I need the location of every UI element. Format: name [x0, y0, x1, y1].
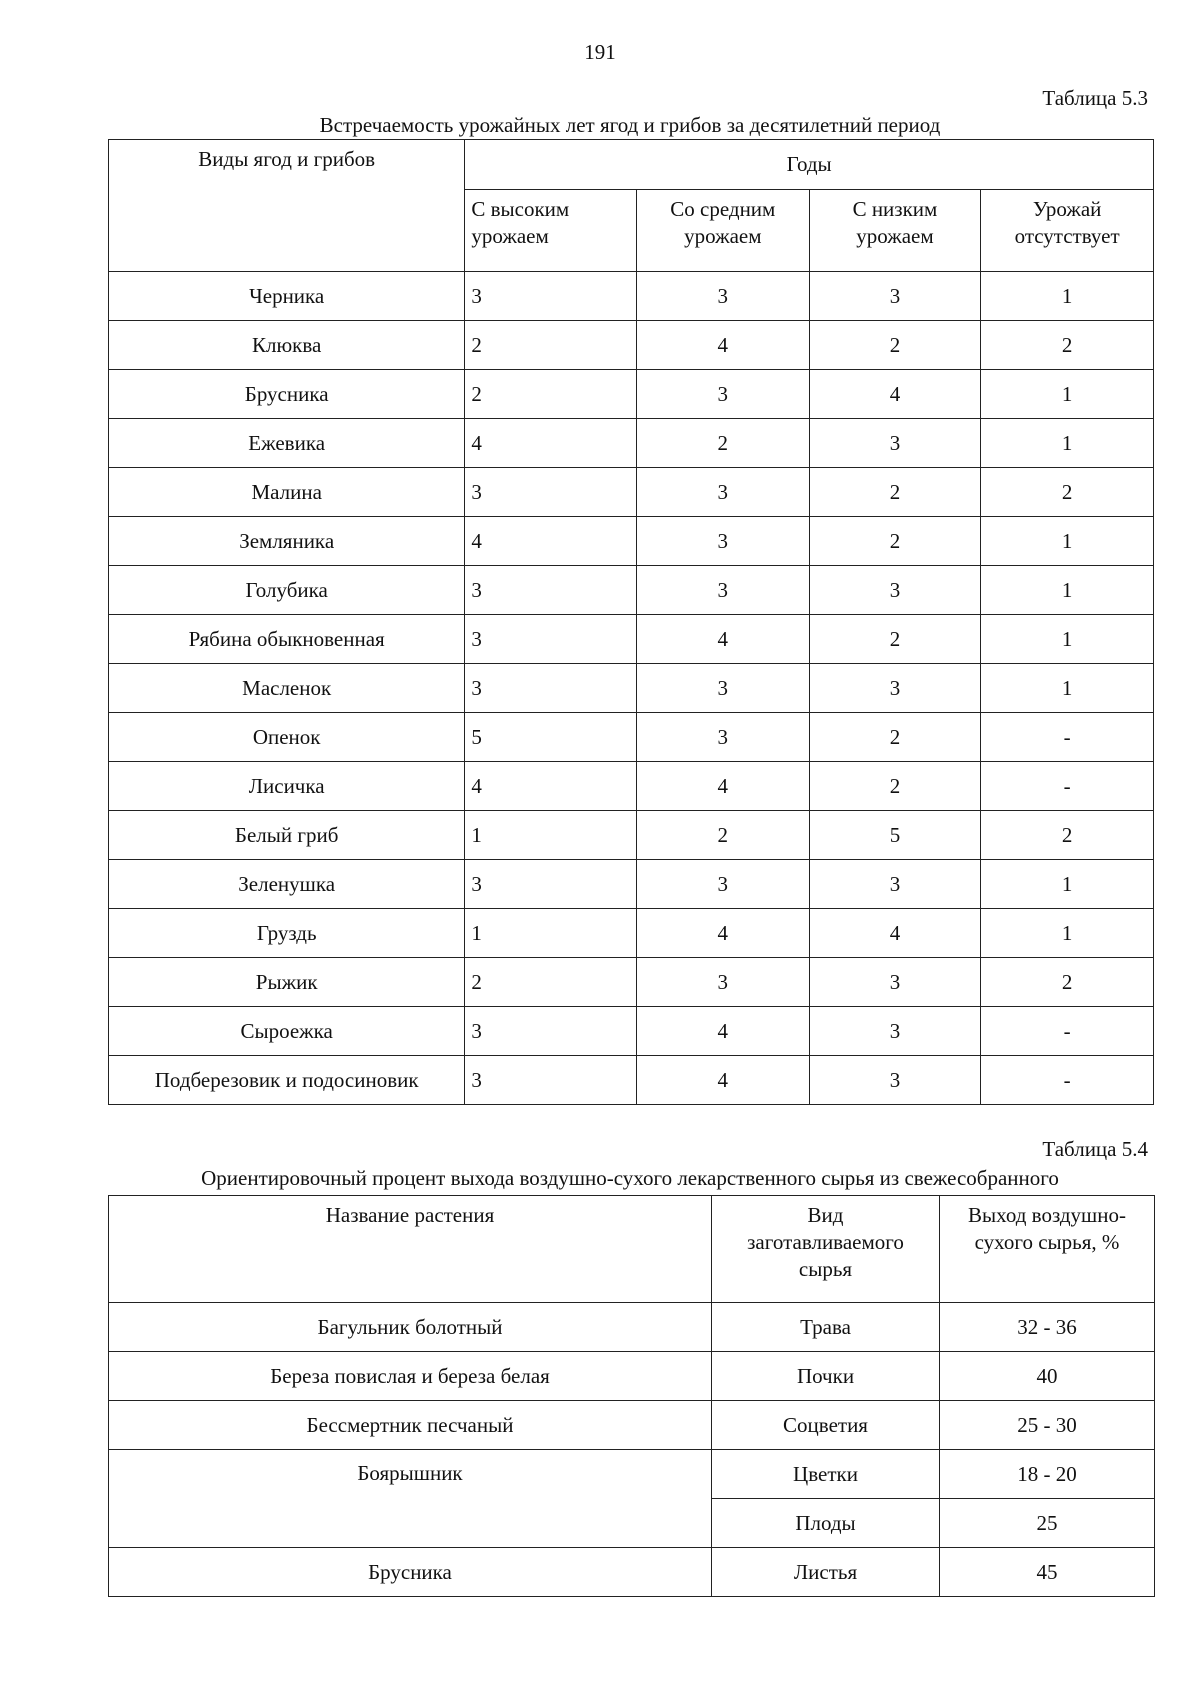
low-yield-years: 2 — [809, 321, 981, 370]
species-name: Белый гриб — [109, 811, 465, 860]
table-row — [109, 1303, 1155, 1352]
table-row — [109, 1450, 1155, 1499]
species-name: Подберезовик и подосиновик — [109, 1056, 465, 1105]
material-type: Почки — [712, 1352, 940, 1401]
table-header-row — [109, 140, 1154, 190]
species-name: Брусника — [109, 370, 465, 419]
low-yield-years: 2 — [809, 762, 981, 811]
low-yield-years: 2 — [809, 713, 981, 762]
table-row — [109, 1548, 1155, 1597]
table-row — [109, 713, 1154, 762]
table-row — [109, 958, 1154, 1007]
no-yield-years: 1 — [981, 615, 1154, 664]
material-type: Плоды — [712, 1499, 940, 1548]
table-row — [109, 664, 1154, 713]
medium-yield-years: 4 — [636, 1007, 809, 1056]
table-5-3-title: Встречаемость урожайных лет ягод и грибов за десятилетний период — [319, 113, 941, 137]
high-yield-years: 3 — [465, 1056, 637, 1105]
table-row — [109, 419, 1154, 468]
table-row — [109, 1401, 1155, 1450]
species-name: Груздь — [109, 909, 465, 958]
low-yield-years: 3 — [809, 1007, 981, 1056]
high-yield-years: 4 — [465, 517, 637, 566]
low-yield-years: 3 — [809, 272, 981, 321]
species-name: Опенок — [109, 713, 465, 762]
medium-yield-years: 3 — [636, 272, 809, 321]
no-yield-years: 1 — [981, 370, 1154, 419]
table-row — [109, 370, 1154, 419]
header-low-yield: С низким урожаем — [809, 190, 981, 272]
medium-yield-years: 3 — [636, 860, 809, 909]
high-yield-years: 2 — [465, 321, 637, 370]
species-name: Голубика — [109, 566, 465, 615]
no-yield-years: - — [981, 762, 1154, 811]
yield-percent: 25 — [940, 1499, 1155, 1548]
low-yield-years: 3 — [809, 419, 981, 468]
low-yield-years: 3 — [809, 860, 981, 909]
table-row — [109, 272, 1154, 321]
no-yield-years: 2 — [981, 468, 1154, 517]
berries-mushrooms-table — [108, 139, 1154, 1105]
medium-yield-years: 2 — [636, 419, 809, 468]
no-yield-years: - — [981, 713, 1154, 762]
header-yield-percent: Выход воздушно- сухого сырья, % — [940, 1196, 1155, 1303]
table-5-4-title: Ориентировочный процент выхода воздушно-сухого лекарственного сырья из свежесобранного — [201, 1166, 1059, 1190]
table-row — [109, 566, 1154, 615]
table-header-row — [109, 1196, 1155, 1303]
no-yield-years: 1 — [981, 272, 1154, 321]
species-name: Рыжик — [109, 958, 465, 1007]
table-row — [109, 1056, 1154, 1105]
high-yield-years: 1 — [465, 811, 637, 860]
plant-name: Боярышник — [109, 1450, 712, 1548]
no-yield-years: 2 — [981, 321, 1154, 370]
high-yield-years: 3 — [465, 860, 637, 909]
species-name: Малина — [109, 468, 465, 517]
table-row — [109, 1352, 1155, 1401]
table-row — [109, 909, 1154, 958]
plant-name: Береза повислая и береза белая — [109, 1352, 712, 1401]
no-yield-years: 1 — [981, 517, 1154, 566]
no-yield-years: 2 — [981, 958, 1154, 1007]
header-species: Виды ягод и грибов — [109, 140, 465, 272]
medium-yield-years: 3 — [636, 566, 809, 615]
low-yield-years: 2 — [809, 468, 981, 517]
species-name: Зеленушка — [109, 860, 465, 909]
high-yield-years: 3 — [465, 468, 637, 517]
plant-name: Брусника — [109, 1548, 712, 1597]
no-yield-years: 1 — [981, 419, 1154, 468]
medium-yield-years: 4 — [636, 762, 809, 811]
table-row — [109, 762, 1154, 811]
header-material-type: Вид заготавливаемого сырья — [712, 1196, 940, 1303]
medium-yield-years: 4 — [636, 1056, 809, 1105]
high-yield-years: 3 — [465, 664, 637, 713]
header-medium-yield: Со средним урожаем — [636, 190, 809, 272]
low-yield-years: 2 — [809, 615, 981, 664]
high-yield-years: 4 — [465, 762, 637, 811]
medium-yield-years: 3 — [636, 664, 809, 713]
species-name: Ежевика — [109, 419, 465, 468]
header-years: Годы — [465, 140, 1154, 190]
species-name: Сыроежка — [109, 1007, 465, 1056]
table-5-4-label: Таблица 5.4 — [1042, 1137, 1148, 1161]
table-row — [109, 468, 1154, 517]
yield-percent: 40 — [940, 1352, 1155, 1401]
header-plant-name: Название растения — [109, 1196, 712, 1303]
table-row — [109, 860, 1154, 909]
low-yield-years: 4 — [809, 370, 981, 419]
medium-yield-years: 4 — [636, 909, 809, 958]
yield-percent: 45 — [940, 1548, 1155, 1597]
no-yield-years: 1 — [981, 664, 1154, 713]
species-name: Лисичка — [109, 762, 465, 811]
material-type: Листья — [712, 1548, 940, 1597]
high-yield-years: 3 — [465, 615, 637, 664]
yield-percent: 25 - 30 — [940, 1401, 1155, 1450]
medium-yield-years: 3 — [636, 517, 809, 566]
medium-yield-years: 3 — [636, 958, 809, 1007]
table-5-3-label: Таблица 5.3 — [1042, 86, 1148, 110]
medium-yield-years: 4 — [636, 615, 809, 664]
page-number: 191 — [584, 40, 616, 64]
low-yield-years: 3 — [809, 1056, 981, 1105]
high-yield-years: 2 — [465, 958, 637, 1007]
low-yield-years: 4 — [809, 909, 981, 958]
medium-yield-years: 3 — [636, 713, 809, 762]
medium-yield-years: 2 — [636, 811, 809, 860]
no-yield-years: - — [981, 1007, 1154, 1056]
no-yield-years: 1 — [981, 860, 1154, 909]
low-yield-years: 3 — [809, 664, 981, 713]
no-yield-years: 1 — [981, 566, 1154, 615]
low-yield-years: 2 — [809, 517, 981, 566]
table-row — [109, 321, 1154, 370]
medium-yield-years: 3 — [636, 468, 809, 517]
medicinal-raw-material-table — [108, 1195, 1155, 1597]
table-row — [109, 615, 1154, 664]
header-high-yield: С высоким урожаем — [465, 190, 637, 272]
high-yield-years: 5 — [465, 713, 637, 762]
material-type: Цветки — [712, 1450, 940, 1499]
material-type: Соцветия — [712, 1401, 940, 1450]
material-type: Трава — [712, 1303, 940, 1352]
species-name: Рябина обыкновенная — [109, 615, 465, 664]
table-row — [109, 517, 1154, 566]
high-yield-years: 3 — [465, 272, 637, 321]
plant-name: Багульник болотный — [109, 1303, 712, 1352]
species-name: Клюква — [109, 321, 465, 370]
high-yield-years: 4 — [465, 419, 637, 468]
species-name: Черника — [109, 272, 465, 321]
high-yield-years: 2 — [465, 370, 637, 419]
no-yield-years: 2 — [981, 811, 1154, 860]
table-row — [109, 1007, 1154, 1056]
low-yield-years: 5 — [809, 811, 981, 860]
high-yield-years: 3 — [465, 1007, 637, 1056]
high-yield-years: 3 — [465, 566, 637, 615]
species-name: Масленок — [109, 664, 465, 713]
plant-name: Бессмертник песчаный — [109, 1401, 712, 1450]
yield-percent: 18 - 20 — [940, 1450, 1155, 1499]
table-row — [109, 811, 1154, 860]
medium-yield-years: 4 — [636, 321, 809, 370]
yield-percent: 32 - 36 — [940, 1303, 1155, 1352]
low-yield-years: 3 — [809, 566, 981, 615]
low-yield-years: 3 — [809, 958, 981, 1007]
high-yield-years: 1 — [465, 909, 637, 958]
species-name: Земляника — [109, 517, 465, 566]
medium-yield-years: 3 — [636, 370, 809, 419]
no-yield-years: 1 — [981, 909, 1154, 958]
header-no-yield: Урожай отсутствует — [981, 190, 1154, 272]
no-yield-years: - — [981, 1056, 1154, 1105]
